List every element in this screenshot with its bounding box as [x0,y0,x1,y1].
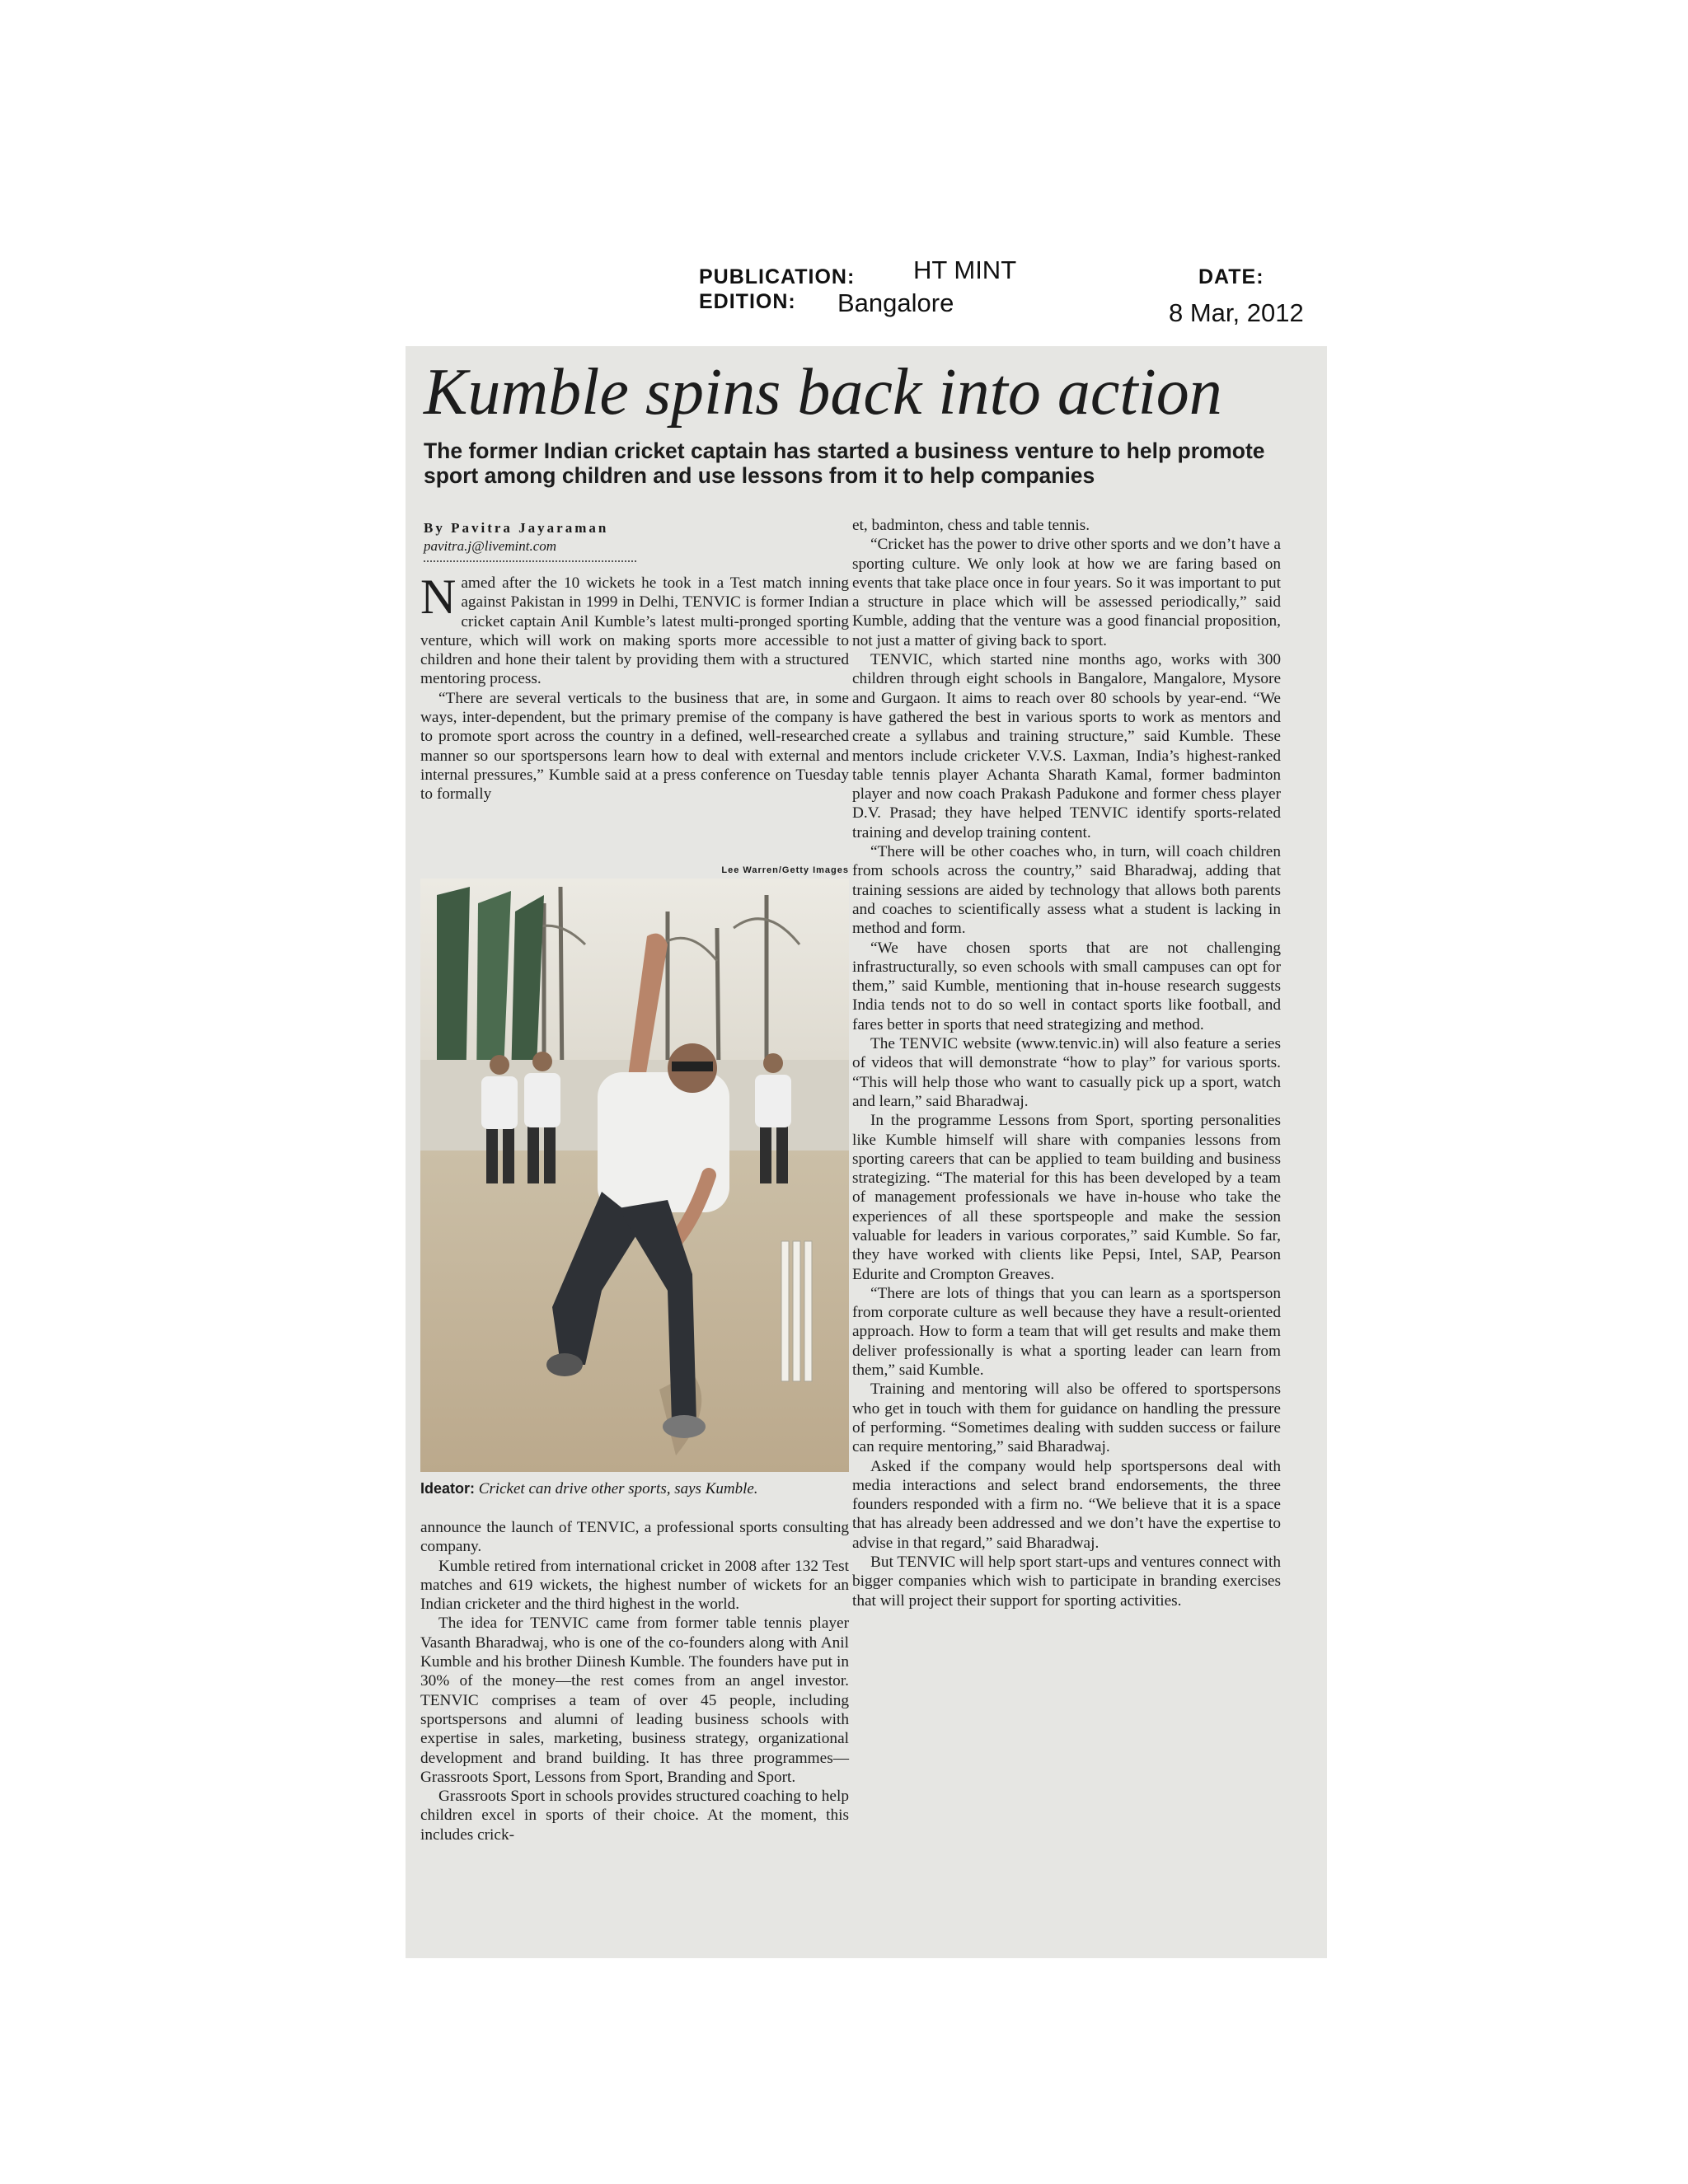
drop-cap: N [420,569,457,624]
date-value: 8 Mar, 2012 [1169,298,1304,327]
byline-divider [424,555,636,562]
photo-credit: Lee Warren/Getty Images [721,865,849,875]
bowler-illustration [420,879,849,1472]
paragraph: The TENVIC website (www.tenvic.in) will also feature a series of videos that will demonstrate “how to play” for various sports. “This will help those who want to casually pick up a sport, watch and learn,” said Bharadwaj. [852,1035,1281,1110]
author-email: pavitra.j@livemint.com [424,538,557,554]
paragraph: “There are lots of things that you can learn as a sportsperson from corporate culture as well because they have a result-oriented approach. How to form a team that will get results and make them deliver professionally is what a sporting leader can learn from them,” said Kumble. [852,1284,1281,1380]
paragraph: Asked if the company would help sportspersons deal with media interactions and select brand endorsements, the three founders responded with a firm no. “We believe that it is a space that has already been addressed and we don’t have the expertise to advise in that regard,” said Bharadwaj. [852,1457,1281,1552]
date-label: DATE: [1198,265,1264,288]
byline [424,519,671,562]
clipping-header [699,255,1325,330]
paragraph: “There are several verticals to the business that are, in some ways, inter-dependent, but the primary premise of the company is to promote sport across the country in a defined, well-researched manner so our sportspersons learn how to deal with external and internal pressures,” Kumble said at a press conference on Tuesday to formally [420,689,849,804]
column-2 [852,516,1281,1942]
publication-label: PUBLICATION: [699,265,856,288]
paragraph: Training and mentoring will also be offered to sportspersons who get in touch with them for guidance on handling the pressure of performing. “Sometimes dealing with sudden success or failure can require mentoring,” said Bharadwaj. [852,1380,1281,1456]
paragraph: Kumble retired from international cricket in 2008 after 132 Test matches and 619 wickets, the highest number of wickets for an Indian cricketer and the third highest in the world. [420,1557,849,1614]
edition-name: Bangalore [837,288,954,317]
paragraph: TENVIC, which started nine months ago, works with 300 children through eight schools in Bangalore, Mangalore, Mysore and Gurgaon. It aims to reach over 80 schools by year-end. “We have gathered the best in various sports to work as mentors and create a syllabus and training structure,” said Kumble. These mentors include cricketer V.V.S. Laxman, India’s highest-ranked table tennis player Achanta Sharath Kamal, former badminton player and now coach Prakash Padukone and former chess player D.V. Prasad; they have helped TENVIC identify sports-related training and develop training content. [852,651,1281,841]
paragraph: “Cricket has the power to drive other sports and we don’t have a sporting culture. We only look at how we are faring based on events that take place once in four years. So it was important to put a structure in place which will be assessed periodically,” said Kumble, adding that the venture was a good financial proposition, not just a matter of giving back to sport. [852,536,1281,649]
author-name: By Pavitra Jayaraman [424,520,609,536]
caption-lead: Ideator: [420,1480,476,1497]
paragraph: The idea for TENVIC came from former table tennis player Vasanth Bharadwaj, who is one of the co-founders along with Anil Kumble and his brother Diinesh Kumble. The founders have put in 30% of the money—the rest comes from an angel investor. TENVIC comprises a team of over 45 people, including sportspersons and alumni of leading business schools with expertise in sales, marketing, business strategy, organizational development and brand building. It has three programmes—Grassroots Sport, Lessons from Sport, Branding and Sport. [420,1615,849,1786]
photo-caption [420,1479,849,1499]
paragraph: In the programme Lessons from Sport, sporting personalities like Kumble himself will share with companies lessons from sporting careers that can be applied to team building and business strategizing. “The material for this has been developed by a team of management professionals we have in-house who take the experiences of all these sportspeople and make the session valuable for leaders in various corporates,” said Kumble. So far, they have worked with clients like Pepsi, Intel, SAP, Pearson Edurite and Crompton Greaves. [852,1112,1281,1283]
deck: The former Indian cricket captain has started a business venture to help promote sport among children and use lessons from it to help companies [424,438,1265,488]
newspaper-clipping [406,346,1327,1958]
photo-kumble-bowling [420,879,849,1472]
paragraph: “We have chosen sports that are not challenging infrastructurally, so even schools with small campuses can opt for them,” said Kumble, mentioning that in-house research suggests India tends not to do so well in contact sports like football, and fares better in sports that need strategizing and method. [852,939,1281,1033]
paragraph: Grassroots Sport in schools provides structured coaching to help children excel in sports of their choice. At the moment, this includes crick- [420,1788,849,1844]
publication-name: HT MINT [913,255,1017,284]
caption-text: Cricket can drive other sports, says Kumble. [478,1480,758,1497]
edition-label: EDITION: [699,290,796,313]
paragraph: announce the launch of TENVIC, a professional sports consulting company. [420,1519,849,1556]
column-1-bottom [420,1518,849,1947]
paragraph: et, badminton, chess and table tennis. [852,517,1090,534]
paragraph: But TENVIC will help sport start-ups and ventures connect with bigger companies which wish to participate in branding exercises that will project their support for sporting activities. [852,1554,1281,1610]
paragraph: “There will be other coaches who, in turn, will coach children from schools across the country,” said Bharadwaj, adding that training sessions are aided by technology that allows both parents and coaches to scientifically assess what a student is lacking in method and form. [852,843,1281,938]
column-1-top [420,569,849,880]
headline: Kumble spins back into action [424,356,1222,429]
paragraph: Named after the 10 wickets he took in a Test match inning against Pakistan in 1999 in Delhi, TENVIC is former Indian cricket captain Anil Kumble’s latest multi-pronged sporting venture, which will work on making sports more accessible to children and hone their talent by providing them with a structured mentoring process. [420,569,849,688]
